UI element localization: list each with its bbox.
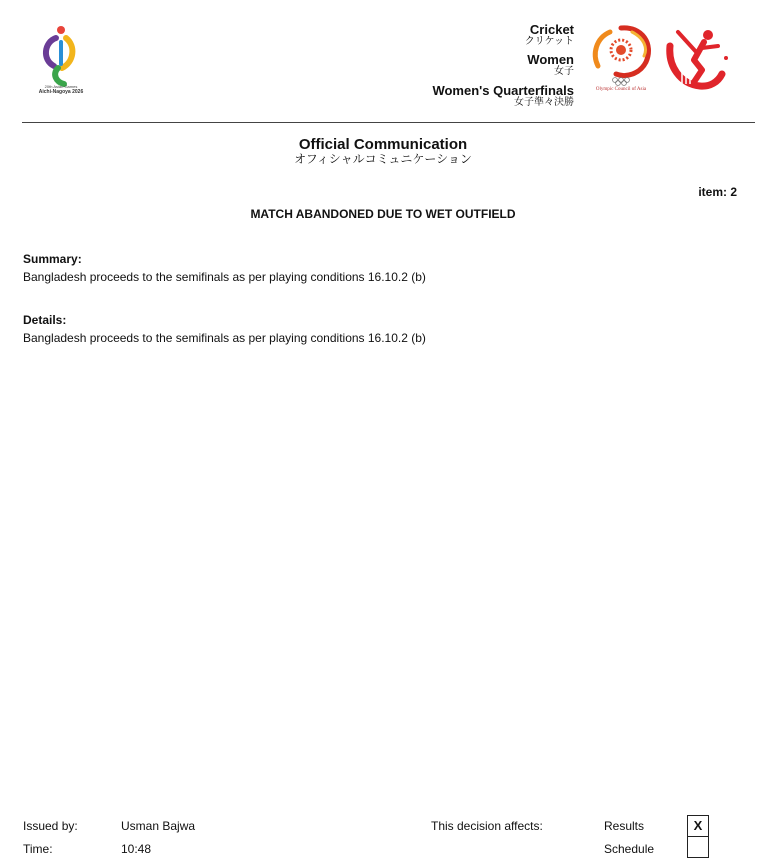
sport-name: Cricket xyxy=(529,22,574,37)
oca-sun-icon xyxy=(586,22,656,88)
page-title: Official Communication xyxy=(298,136,468,153)
details-text: Bangladesh proceeds to the semifinals as per playing conditions 16.10.2 (b) xyxy=(23,331,426,345)
page-title-jp: オフィシャルコミュニケーション xyxy=(294,152,472,166)
time-value: 10:48 xyxy=(121,842,152,856)
summary-text: Bangladesh proceeds to the semifinals as per playing conditions 16.10.2 (b) xyxy=(23,270,426,284)
headline: MATCH ABANDONED DUE TO WET OUTFIELD xyxy=(250,207,516,221)
results-label: Results xyxy=(604,819,645,833)
gender-name-jp: 女子 xyxy=(554,66,574,77)
gender-name: Women xyxy=(527,52,574,67)
event-name-jp: 女子準々決勝 xyxy=(514,97,574,108)
sport-name-jp: クリケット xyxy=(524,36,574,47)
oca-logo xyxy=(586,22,656,96)
results-checkbox: X xyxy=(687,815,709,837)
summary-heading: Summary: xyxy=(23,252,82,266)
cricket-batter-icon xyxy=(664,26,730,90)
oca-logo-text: Olympic Council of Asia xyxy=(595,87,647,92)
games-logo-text-1: 20th Asian Games xyxy=(44,84,78,89)
schedule-checkbox xyxy=(687,836,709,858)
schedule-label: Schedule xyxy=(604,842,655,856)
cricket-pictogram xyxy=(664,26,730,90)
time-label: Time: xyxy=(23,842,53,856)
games-logo-text-2: Aichi-Nagoya 2026 xyxy=(38,89,84,95)
issued-by-label: Issued by: xyxy=(23,819,78,833)
event-name: Women's Quarterfinals xyxy=(432,83,574,98)
details-heading: Details: xyxy=(23,313,67,327)
header-divider xyxy=(22,122,755,123)
issued-by-value: Usman Bajwa xyxy=(121,819,196,833)
affects-label: This decision affects: xyxy=(431,819,543,833)
item-number: item: 2 xyxy=(698,185,737,199)
asian-games-logo xyxy=(30,24,92,98)
